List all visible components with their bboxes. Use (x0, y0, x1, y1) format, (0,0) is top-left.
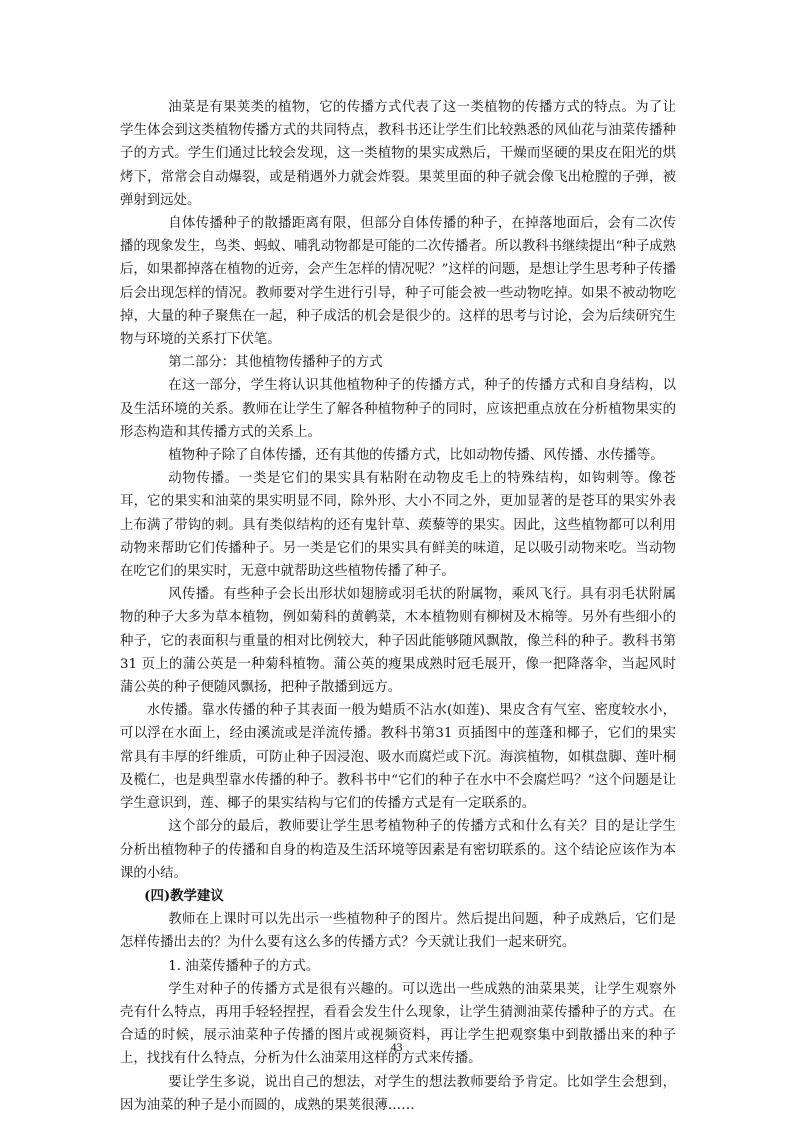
paragraph-teaching-intro: 教师在上课时可以先出示一些植物种子的图片。然后提出问题，种子成熟后，它们是怎样传播出去的？为什么要有这么多的传播方式？今天就让我们一起来研究。 (120, 912, 676, 951)
part-two-title: 第二部分：其他植物传播种子的方式 (168, 355, 383, 371)
paragraph-oilseed-rape: 油菜是有果荚类的植物，它的传播方式代表了这一类植物的传播方式的特点。为了让学生体会到这类植物传播方式的共同特点，教科书还让学生们比较熟悉的风仙花与油菜传播种子的方式。学生们通过比较会发现，这一类植物的果实成熟后，干燥而坚硬的果皮在阳光的烘烤下，常常会自动爆裂，或是稍遇外力就会炸裂。果荚里面的种子就会像飞出枪膛的子弹，被弹射到远处。 (120, 100, 676, 208)
paragraph-summary: 这个部分的最后，教师要让学生思考植物种子的传播方式和什么有关？目的是让学生分析出植物种子的传播和自身的构造及生活环境等因素是有密切联系的。这个结论应该作为本课的小结。 (120, 819, 676, 881)
paragraph-part-two-intro: 在这一部分，学生将认识其他植物种子的传播方式，种子的传播方式和自身结构，以及生活环境的关系。教师在让学生了解各种植物种子的同时，应该把重点放在分析植物果实的形态构造和其传播方式的关系上。 (120, 378, 676, 440)
page-number: 43 (390, 1040, 403, 1054)
paragraph-water-dispersal: 水传播。靠水传播的种子其表面一般为蜡质不沾水(如莲)、果皮含有气室、密度较水小，可以浮在水面上，经由溪流或是洋流传播。教科书第31 页插图中的莲蓬和椰子，它们的果实常具有丰厚的纤维质，可防止种子因浸泡、吸水而腐烂或下沉。海滨植物，如棋盘脚、莲叶桐及榄仁，也是典型靠水传播的种子。教科书中“它们的种子在水中不会腐烂吗？”这个问题是让学生意识到，莲、椰子的果实结构与它们的传播方式是有一定联系的。 (120, 703, 676, 812)
section-heading-teaching-suggestions: (四)教学建议 (144, 887, 224, 904)
paragraph-student-observation: 学生对种子的传播方式是很有兴趣的。可以选出一些成熟的油菜果荚，让学生观察外壳有什么特点，再用手轻轻捏捏，看看会发生什么现象，让学生猜测油菜传播种子的方式。在合适的时候，展示油菜种子传播的图片或视频资料，再让学生把观察集中到散播出来的种子上，找找有什么特点，分析为什么油菜用这样的方式来传播。 (120, 981, 676, 1067)
paragraph-encourage-students: 要让学生多说，说出自己的想法，对学生的想法教师要给予肯定。比如学生会想到，因为油菜的种子是小而圆的，成熟的果荚很薄…… (120, 1074, 676, 1113)
paragraph-animal-dispersal: 动物传播。一类是它们的果实具有粘附在动物皮毛上的特殊结构，如钩刺等。像苍耳，它的果实和油菜的果实明显不同，除外形、大小不同之外，更加显著的是苍耳的果实外表上布满了带钩的刺。具有类似结构的还有鬼针草、蒺藜等的果实。因此，这些植物都可以利用动物来帮助它们传播种子。另一类是它们的果实具有鲜美的味道，足以吸引动物来吃。当动物在吃它们的果实时，无意中就帮助这些植物传播了种子。 (120, 471, 676, 580)
document-body (120, 96, 676, 1117)
subheading-oilseed-dispersal: 1. 油菜传播种子的方式。 (168, 958, 320, 974)
paragraph-self-dispersal: 自体传播种子的散播距离有限，但部分自体传播的种子，在掉落地面后，会有二次传播的现象发生，鸟类、蚂蚁、哺乳动物都是可能的二次传播者。所以教科书继续提出“种子成熟后，如果都掉落在植物的近旁，会产生怎样的情况呢？”这样的问题，是想让学生思考种子传播后会出现怎样的情况。教师要对学生进行引导，种子可能会被一些动物吃掉。如果不被动物吃掉，大量的种子聚焦在一起，种子成活的机会是很少的。这样的思考与讨论，会为后续研究生物与环境的关系打下伏笔。 (120, 216, 676, 348)
paragraph-other-methods: 植物种子除了自体传播，还有其他的传播方式，比如动物传播、风传播、水传播等。 (168, 448, 664, 464)
paragraph-wind-dispersal: 风传播。有些种子会长出形状如翅膀或羽毛状的附属物，乘风飞行。具有羽毛状附属物的种子大多为草本植物，例如菊科的黄鹌菜，木本植物则有柳树及木棉等。另外有些细小的种子，它的表面积与重量的相对比例较大，种子因此能够随风飘散，像兰科的种子。教科书第 31 页上的蒲公英是一种菊科植物。蒲公英的瘦果成熟时冠毛展开，像一把降落伞，当起风时蒲公英的种子便随风飘扬，把种子散播到远方。 (120, 587, 676, 696)
